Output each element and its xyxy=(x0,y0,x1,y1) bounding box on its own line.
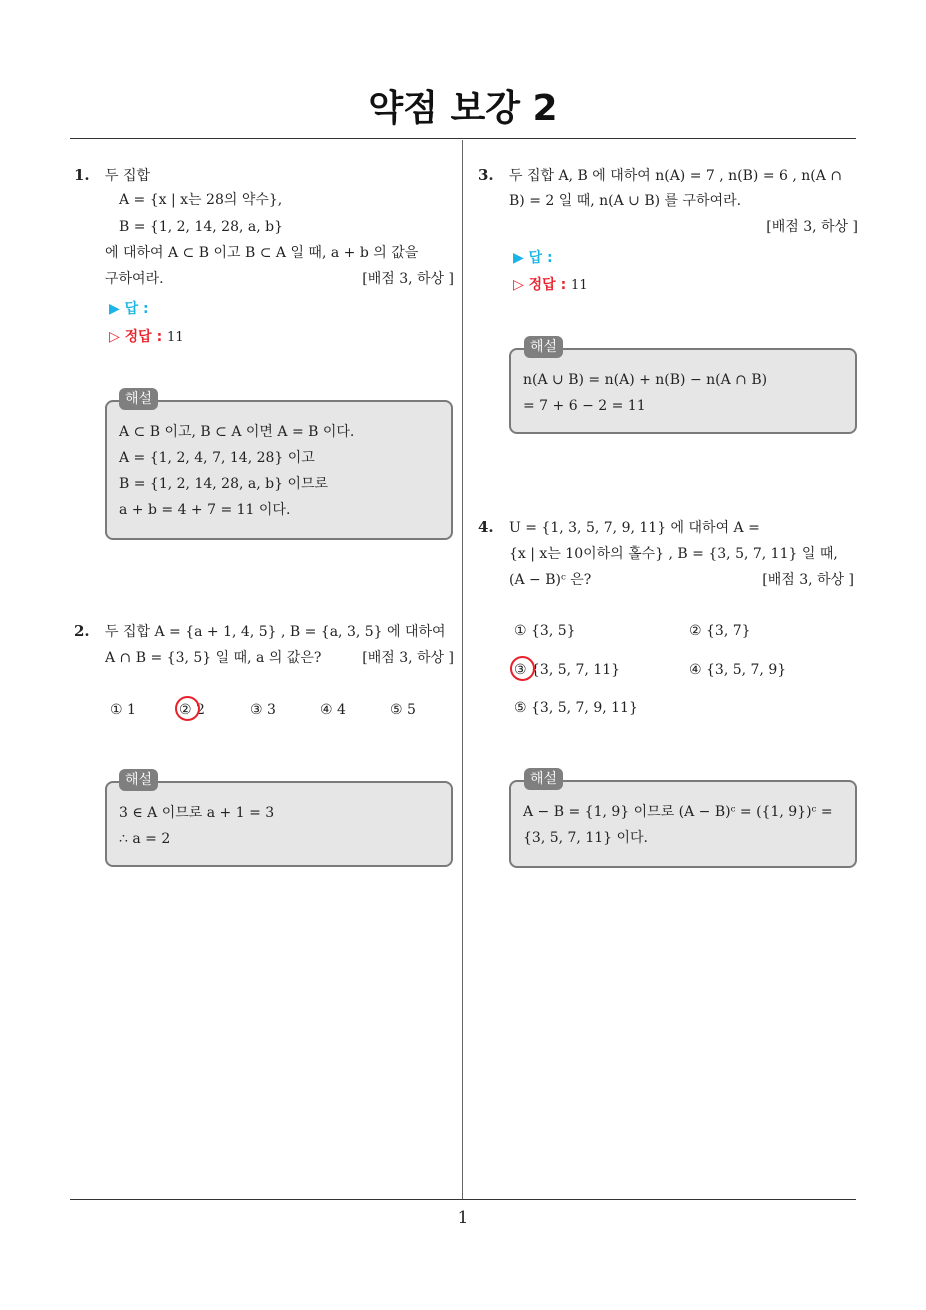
q2-line-1: 두 집합 A = {a + 1, 4, 5} , B = {a, 3, 5} 에 대하여 xyxy=(105,624,446,640)
q4-solution-box xyxy=(509,780,857,868)
q2-choice-5[interactable]: ⑤ 5 xyxy=(390,702,416,718)
q4-line-3: (A − B)ᶜ 은? xyxy=(509,572,592,588)
q3-number: 3. xyxy=(478,166,494,184)
q1-line-3: B = {1, 2, 14, 28, a, b} xyxy=(119,219,283,235)
q1-solution-line: A ⊂ B 이고, B ⊂ A 이면 A = B 이다. xyxy=(119,424,355,440)
q4-choice-4[interactable]: ④ {3, 5, 7, 9} xyxy=(689,662,787,678)
q2-solution-tag: 해설 xyxy=(119,769,158,791)
page-title: 약점 보강 2 xyxy=(368,88,558,129)
q1-solution-line: B = {1, 2, 14, 28, a, b} 이므로 xyxy=(119,476,329,492)
q2-choice-2[interactable]: ② 2 xyxy=(179,702,205,718)
q4-choice-2[interactable]: ② {3, 7} xyxy=(689,623,751,639)
q3-solution-tag: 해설 xyxy=(524,336,563,358)
q2-choice-1[interactable]: ① 1 xyxy=(110,702,136,718)
q2-choice-4[interactable]: ④ 4 xyxy=(320,702,346,718)
q4-choice-1[interactable]: ① {3, 5} xyxy=(514,623,576,639)
q2-solution-line: 3 ∈ A 이므로 a + 1 = 3 xyxy=(119,805,275,821)
q4-solution-tag: 해설 xyxy=(524,768,563,790)
q3-line-1: 두 집합 A, B 에 대하여 n(A) = 7 , n(B) = 6 , n(A ∩ xyxy=(509,168,843,184)
q3-solution-line: n(A ∪ B) = n(A) + n(B) − n(A ∩ B) xyxy=(523,372,768,388)
q3-solution-line: = 7 + 6 − 2 = 11 xyxy=(523,398,646,414)
q1-solution-box xyxy=(105,400,453,540)
q3-solution-box xyxy=(509,348,857,434)
q1-line-5: 구하여라. xyxy=(105,271,164,287)
q1-solution-line: A = {1, 2, 4, 7, 14, 28} 이고 xyxy=(119,450,315,466)
q4-solution-line: {3, 5, 7, 11} 이다. xyxy=(523,830,649,846)
q4-choice-5[interactable]: ⑤ {3, 5, 7, 9, 11} xyxy=(514,700,638,716)
top-divider xyxy=(70,138,856,139)
q2-line-2: A ∩ B = {3, 5} 일 때, a 의 값은? xyxy=(105,650,322,666)
q1-line-4: 에 대하여 A ⊂ B 이고 B ⊂ A 일 때, a + b 의 값을 xyxy=(105,245,419,261)
q1-key-value: 11 xyxy=(167,330,184,345)
q4-line-1: U = {1, 3, 5, 7, 9, 11} 에 대하여 A = xyxy=(509,520,760,536)
q1-solution-tag: 해설 xyxy=(119,388,158,410)
page-number: 1 xyxy=(457,1208,469,1228)
q4-solution-line: A − B = {1, 9} 이므로 (A − B)ᶜ = ({1, 9})ᶜ = xyxy=(523,804,833,820)
q3-key-value: 11 xyxy=(571,278,588,293)
q2-number: 2. xyxy=(74,622,90,640)
q2-solution-box xyxy=(105,781,453,867)
q1-meta: [배점 3, 하상 ] xyxy=(362,271,454,287)
q4-selected-circle xyxy=(510,656,535,681)
q1-number: 1. xyxy=(74,166,90,184)
q2-solution-line: ∴ a = 2 xyxy=(119,831,171,847)
q4-meta: [배점 3, 하상 ] xyxy=(762,572,854,588)
q3-meta: [배점 3, 하상 ] xyxy=(766,219,858,235)
q4-line-2: {x | x는 10이하의 홀수} , B = {3, 5, 7, 11} 일 때, xyxy=(509,546,838,562)
q2-selected-circle xyxy=(175,696,200,721)
q1-key-label: ▷ 정답 : xyxy=(109,329,163,345)
q4-choice-3[interactable]: ③ {3, 5, 7, 11} xyxy=(514,662,621,678)
q3-line-2: B) = 2 일 때, n(A ∪ B) 를 구하여라. xyxy=(509,193,742,209)
q1-line-2: A = {x | x는 28의 약수}, xyxy=(119,192,283,208)
q2-choice-3[interactable]: ③ 3 xyxy=(250,702,276,718)
bottom-divider xyxy=(70,1199,856,1200)
q2-meta: [배점 3, 하상 ] xyxy=(362,650,454,666)
q1-solution-line: a + b = 4 + 7 = 11 이다. xyxy=(119,502,291,518)
column-divider xyxy=(462,140,463,1200)
q4-number: 4. xyxy=(478,518,494,536)
q1-answer-label: ▶ 답 : xyxy=(109,301,149,317)
q3-key-label: ▷ 정답 : xyxy=(513,277,567,293)
q1-line-1: 두 집합 xyxy=(105,168,151,184)
q3-answer-label: ▶ 답 : xyxy=(513,250,553,266)
